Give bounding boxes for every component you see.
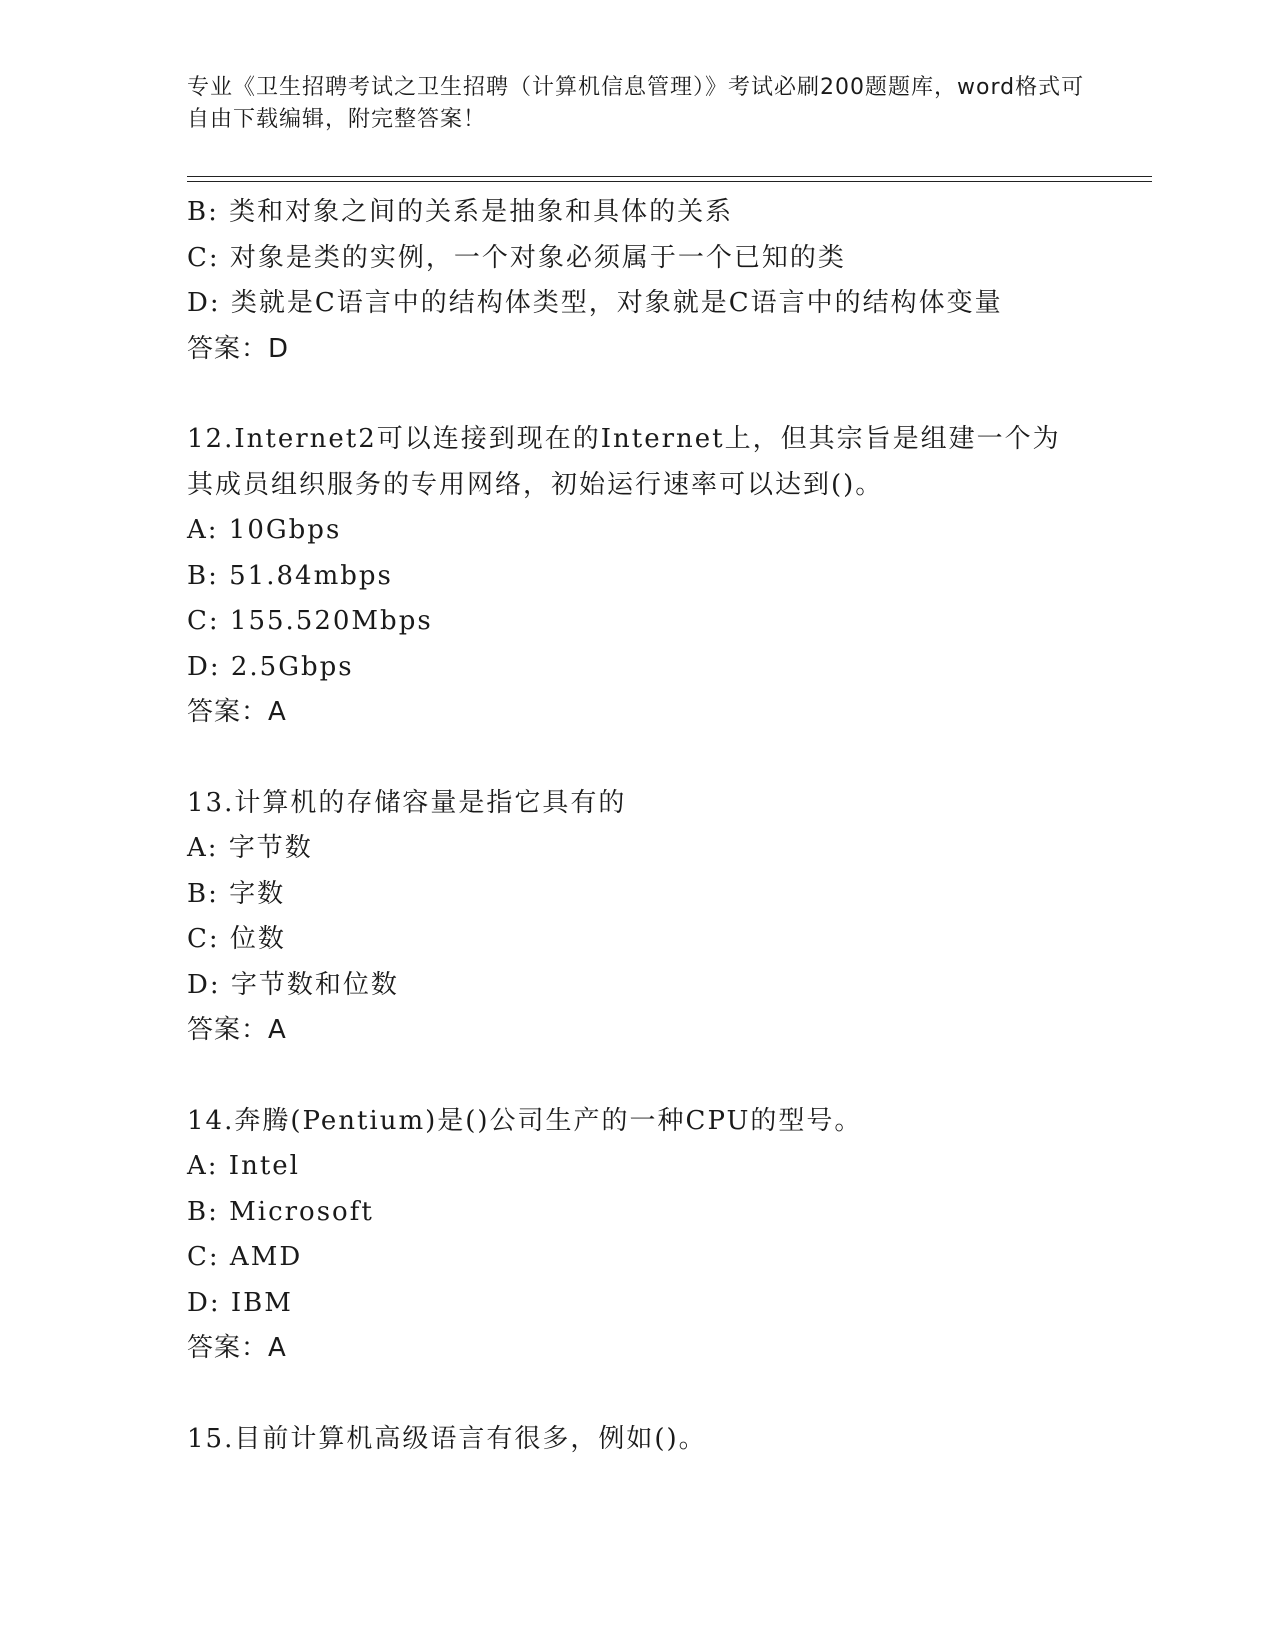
document-header: 专业《卫生招聘考试之卫生招聘（计算机信息管理）》考试必刷200题题库，word格式可自由下载编辑，附完整答案！	[187, 75, 1085, 132]
option-b: B: Microsoft	[187, 1196, 374, 1227]
option-c: C: 位数	[187, 924, 286, 954]
answer-line: 答案：D	[187, 333, 290, 364]
question-13	[187, 781, 1127, 1054]
question-text: 14.奔腾(Pentium)是()公司生产的一种CPU的型号。	[187, 1105, 863, 1136]
question-11-continued	[187, 190, 1127, 372]
option-a: A: 10Gbps	[187, 515, 342, 545]
option-b: B: 字数	[187, 878, 286, 909]
question-15	[187, 1417, 1127, 1463]
answer-line: 答案：A	[187, 1015, 287, 1045]
question-text: 15.目前计算机高级语言有很多，例如()。	[187, 1423, 707, 1454]
option-b: B: 类和对象之间的关系是抽象和具体的关系	[187, 197, 734, 227]
question-list	[187, 190, 1127, 1462]
header-divider-bottom	[187, 181, 1152, 182]
option-c: C: 155.520Mbps	[187, 606, 433, 636]
option-d: D: 类就是C语言中的结构体类型，对象就是C语言中的结构体变量	[187, 288, 1003, 318]
header-divider-top	[187, 176, 1152, 177]
question-14	[187, 1099, 1127, 1372]
option-d: D: IBM	[187, 1287, 293, 1318]
question-text: 13.计算机的存储容量是指它具有的	[187, 787, 627, 818]
option-d: D: 字节数和位数	[187, 969, 399, 1000]
option-c: C: AMD	[187, 1242, 303, 1272]
answer-line: 答案：A	[187, 697, 287, 727]
option-c: C: 对象是类的实例，一个对象必须属于一个已知的类	[187, 242, 846, 273]
question-12	[187, 417, 1127, 736]
option-d: D: 2.5Gbps	[187, 651, 354, 682]
option-b: B: 51.84mbps	[187, 560, 393, 591]
question-text: 12.Internet2可以连接到现在的Internet上，但其宗旨是组建一个为其成员组织服务的专用网络，初始运行速率可以达到()。	[187, 424, 1061, 500]
option-a: A: Intel	[187, 1151, 300, 1181]
option-a: A: 字节数	[187, 833, 313, 863]
answer-line: 答案：A	[187, 1333, 287, 1363]
